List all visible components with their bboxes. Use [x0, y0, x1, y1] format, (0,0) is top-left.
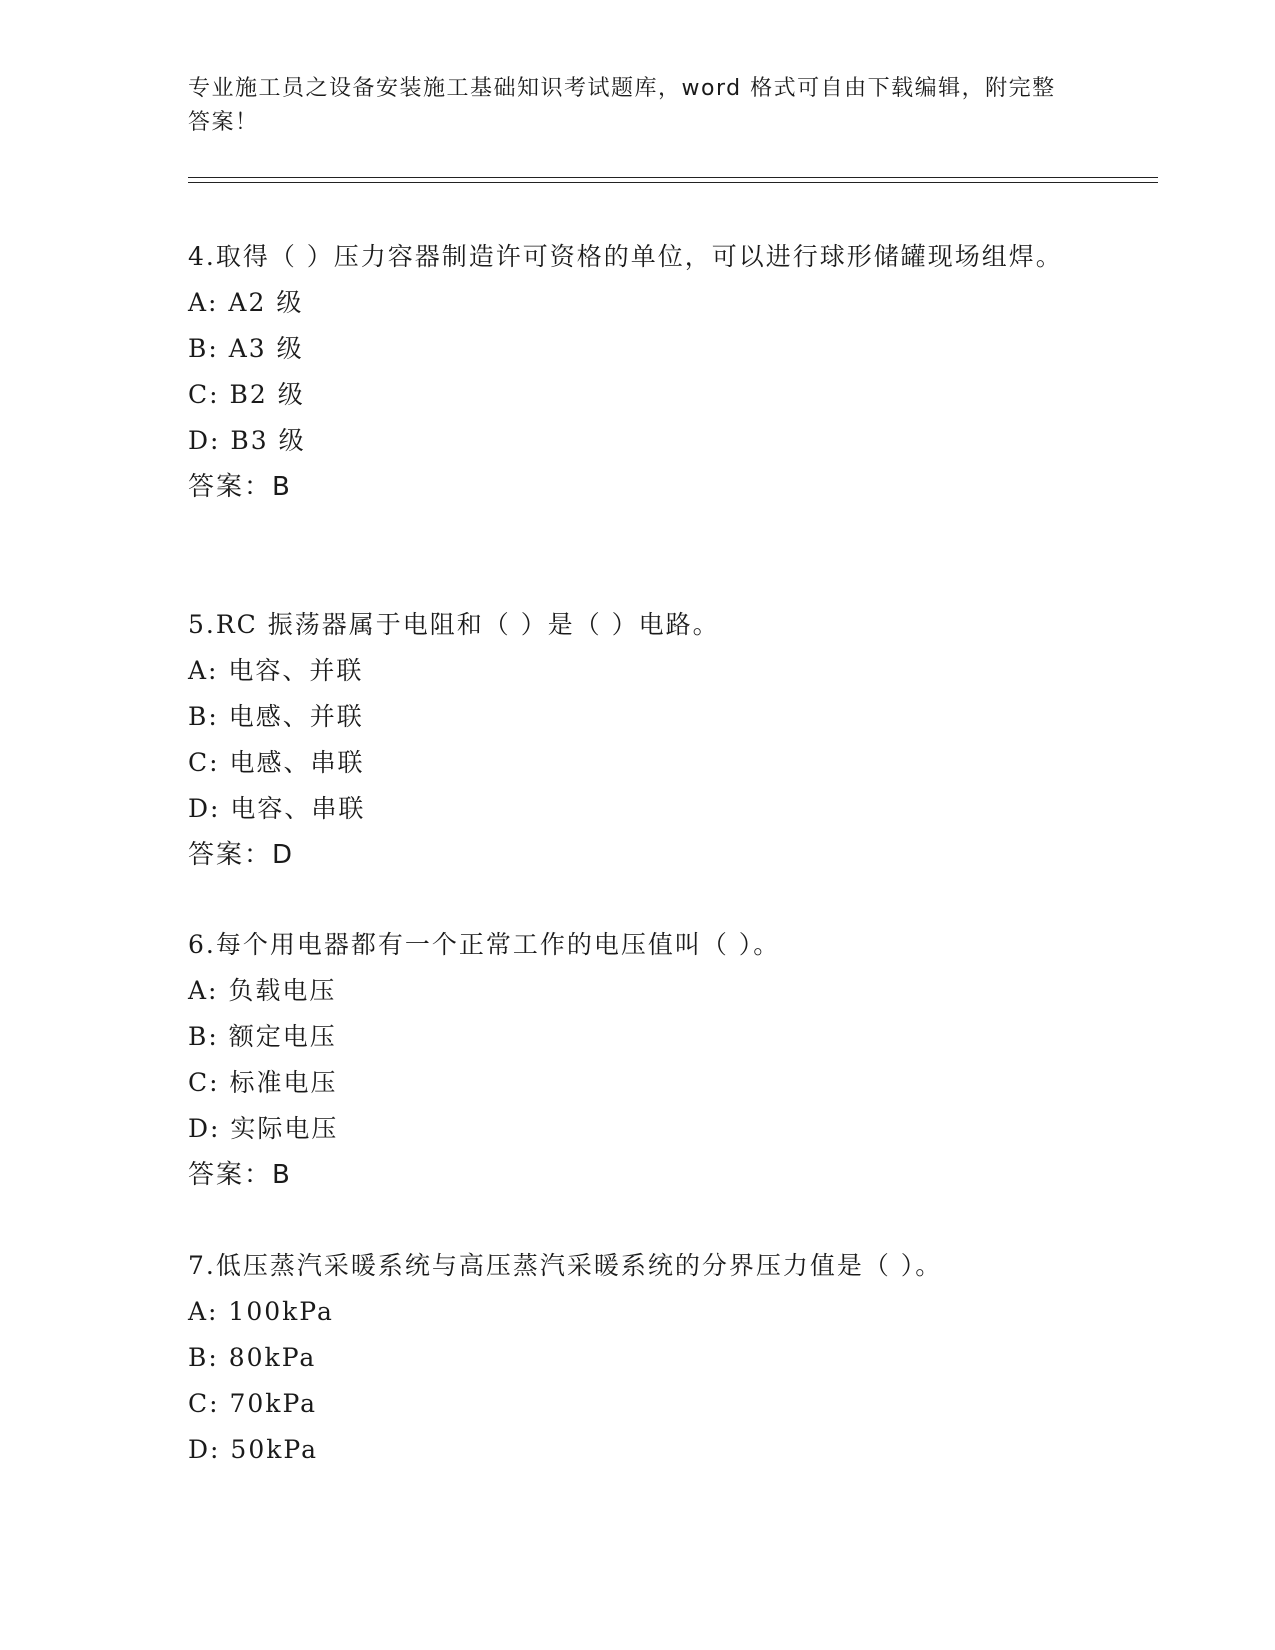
option-b: B: 电感、并联: [188, 702, 364, 731]
option-c: C: 70kPa: [188, 1389, 318, 1418]
option-a: A: 电容、并联: [188, 656, 364, 685]
answer: 答案：B: [188, 1160, 292, 1190]
header-divider-top: [188, 177, 1158, 178]
option-c: C: B2 级: [188, 380, 305, 409]
question-title: 4.取得（ ）压力容器制造许可资格的单位，可以进行球形储罐现场组焊。: [188, 242, 1063, 271]
header-divider-bottom: [188, 182, 1158, 183]
question-title: 6.每个用电器都有一个正常工作的电压值叫（ ）。: [188, 930, 781, 959]
option-a: A: 负载电压: [188, 976, 337, 1005]
option-c: C: 标准电压: [188, 1068, 338, 1097]
question-title: 5.RC 振荡器属于电阻和（ ）是（ ）电路。: [188, 610, 720, 639]
question-7: [188, 1243, 1088, 1473]
answer: 答案：B: [188, 472, 292, 502]
option-c: C: 电感、串联: [188, 748, 365, 777]
document-header: 专业施工员之设备安装施工基础知识考试题库，word 格式可自由下载编辑，附完整答案！: [188, 76, 1056, 135]
option-a: A: A2 级: [188, 288, 304, 317]
option-d: D: B3 级: [188, 426, 306, 455]
option-d: D: 50kPa: [188, 1435, 318, 1464]
option-a: A: 100kPa: [188, 1297, 334, 1326]
option-d: D: 实际电压: [188, 1114, 339, 1143]
option-b: B: A3 级: [188, 334, 304, 363]
question-6: [188, 922, 1088, 1198]
option-b: B: 80kPa: [188, 1343, 317, 1372]
answer: 答案：D: [188, 840, 295, 870]
question-title: 7.低压蒸汽采暖系统与高压蒸汽采暖系统的分界压力值是（ ）。: [188, 1251, 943, 1280]
option-d: D: 电容、串联: [188, 794, 366, 823]
question-4: [188, 234, 1088, 510]
question-5: [188, 602, 1088, 878]
option-b: B: 额定电压: [188, 1022, 337, 1051]
